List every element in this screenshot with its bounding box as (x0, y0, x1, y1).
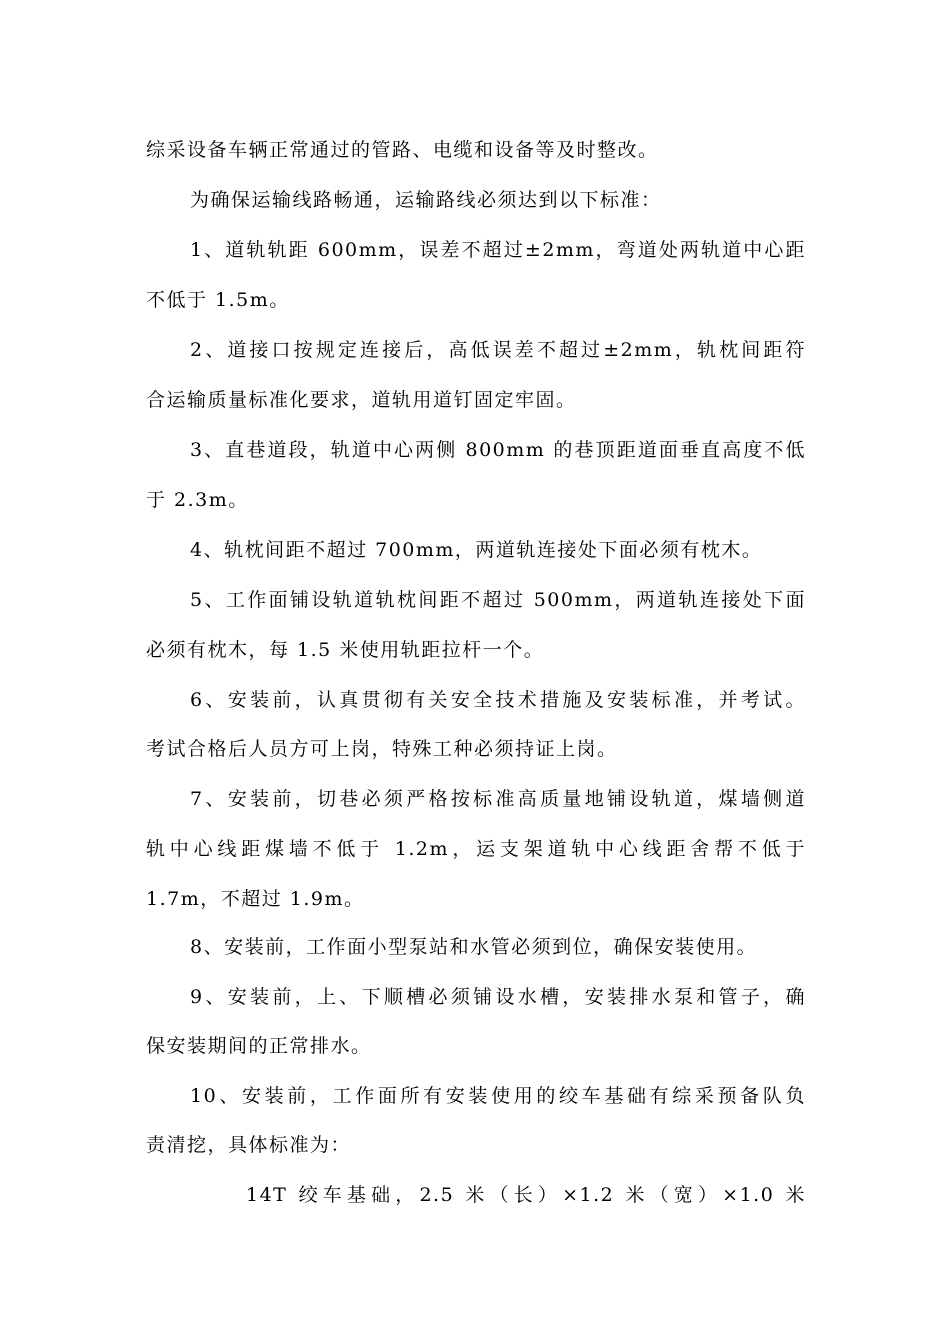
text-line-11: 必须有枕木，每 1.5 米使用轨距拉杆一个。 (146, 639, 545, 661)
text-line-1: 综采设备车辆正常通过的管路、电缆和设备等及时整改。 (146, 139, 659, 161)
text-line-6: 合运输质量标准化要求，道轨用道钉固定牢固。 (146, 389, 577, 411)
text-line-2: 为确保运输线路畅通，运输路线必须达到以下标准： (190, 189, 662, 211)
text-line-9: 4、轨枕间距不超过 700mm，两道轨连接处下面必须有枕木。 (190, 539, 763, 561)
text-line-21: 责清挖，具体标准为： (146, 1134, 352, 1156)
text-line-14: 7、安装前，切巷必须严格按标准高质量地铺设轨道，煤墙侧道 (190, 788, 806, 810)
text-line-12: 6、安装前，认真贯彻有关安全技术措施及安装标准，并考试。 (190, 689, 806, 711)
text-line-22: 14T 绞车基础，2.5 米（长）×1.2 米（宽）×1.0 米 (246, 1184, 806, 1206)
text-line-18: 9、安装前，上、下顺槽必须铺设水槽，安装排水泵和管子，确 (190, 986, 806, 1008)
text-line-3: 1、道轨轨距 600mm，误差不超过±2mm，弯道处两轨道中心距 (190, 239, 806, 261)
text-line-19: 保安装期间的正常排水。 (146, 1035, 372, 1057)
text-line-5: 2、道接口按规定连接后，高低误差不超过±2mm，轨枕间距符 (190, 339, 806, 361)
text-line-10: 5、工作面铺设轨道轨枕间距不超过 500mm，两道轨连接处下面 (190, 589, 806, 611)
text-line-4: 不低于 1.5m。 (146, 289, 290, 311)
text-line-7: 3、直巷道段，轨道中心两侧 800mm 的巷顶距道面垂直高度不低 (190, 439, 806, 461)
text-line-17: 8、安装前，工作面小型泵站和水管必须到位，确保安装使用。 (190, 936, 758, 958)
text-line-15: 轨中心线距煤墙不低于 1.2m，运支架道轨中心线距舍帮不低于 (146, 838, 806, 860)
text-line-8: 于 2.3m。 (146, 489, 249, 511)
text-line-16: 1.7m，不超过 1.9m。 (146, 888, 365, 910)
text-line-13: 考试合格后人员方可上岗，特殊工种必须持证上岗。 (146, 738, 618, 760)
text-line-20: 10、安装前，工作面所有安装使用的绞车基础有综采预备队负 (190, 1085, 806, 1107)
